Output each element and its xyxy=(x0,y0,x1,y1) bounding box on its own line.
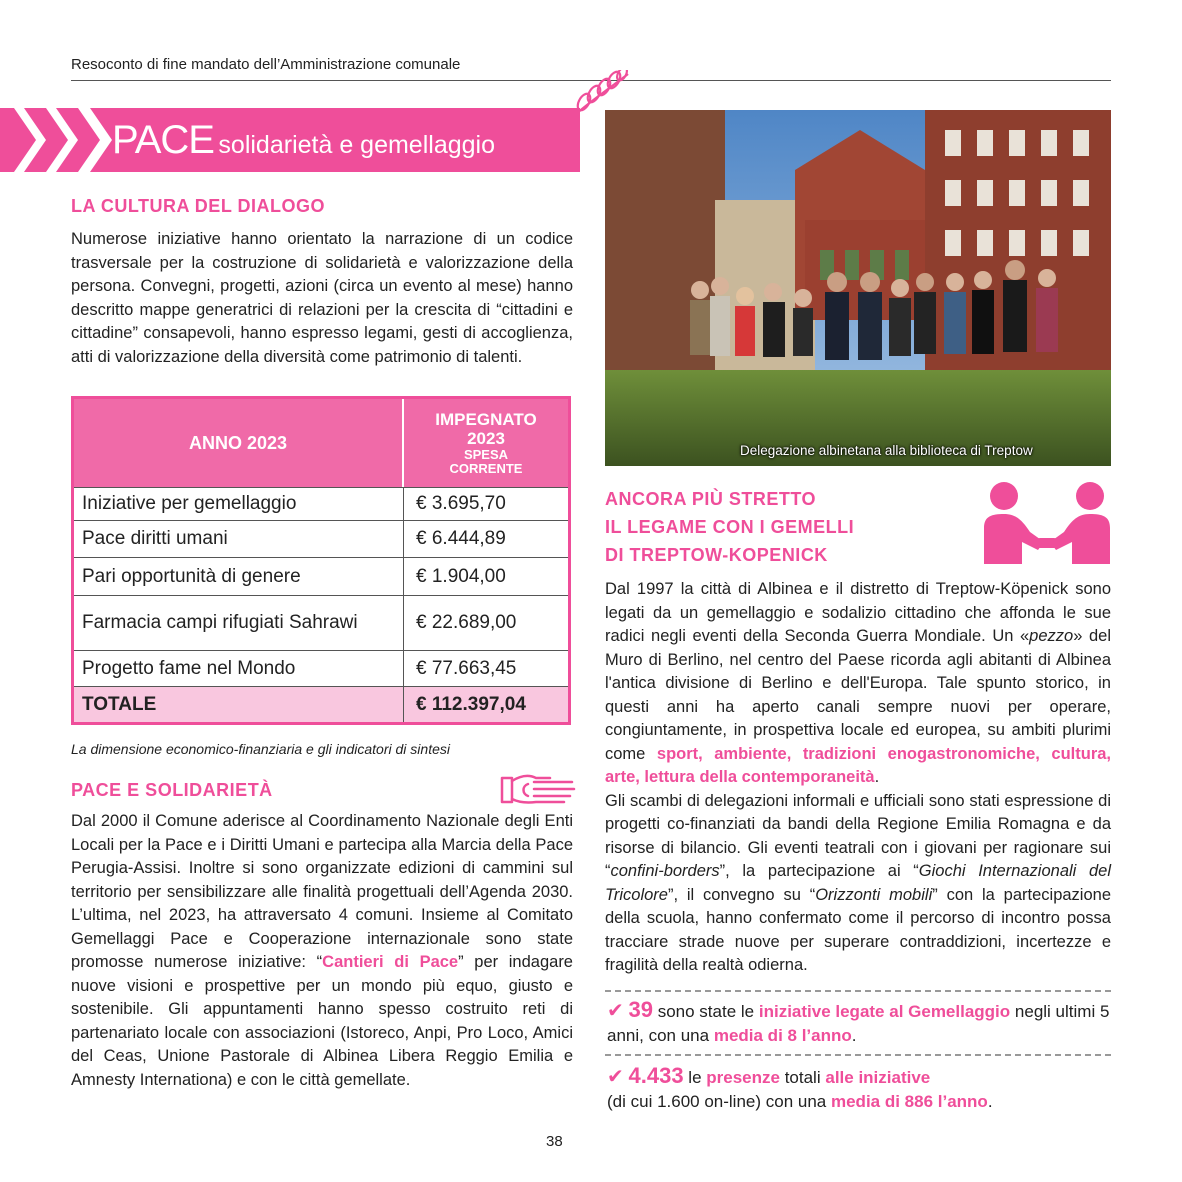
stat-presenze xyxy=(605,1056,1111,1114)
section-paragraph-pace xyxy=(71,810,573,1092)
row-value: € 112.397,04 xyxy=(416,693,526,715)
stat-number: 39 xyxy=(628,997,653,1022)
table-row xyxy=(74,595,568,650)
stats-box xyxy=(605,990,1111,1114)
table-header-year: ANNO 2023 xyxy=(74,399,404,487)
highlight-cantieri: Cantieri di Pace xyxy=(322,953,459,971)
text-italic: Orizzonti mobili xyxy=(815,885,933,904)
section-paragraph-dialogo: Numerose iniziative hanno orientato la narrazione di un codice trasversale per la costruzione di solidarietà e valorizzazione della persona. Convegni, progetti, azioni (circa un evento al mese) hanno descritto mappe generatrici di relazioni per la crescita di “cittadini e cittadine” consapevoli, hanno espresso legami, gesti di accoglienza, atti di valorizzazione della diversità come patrimonio di talenti. xyxy=(71,230,573,366)
text-span: ” con la partecipazione della scuola, hanno confermato come il percorso di incontro possa tracciare strade nuove per superare contraddizioni, incertezze e fragilità della realtà odierna. xyxy=(605,885,1111,974)
checkmark-icon: ✔ xyxy=(607,1066,624,1088)
text-span: totali xyxy=(784,1068,821,1087)
header-line: IMPEGNATO xyxy=(435,410,537,429)
table-header-committed xyxy=(404,399,568,487)
header-line: SPESA xyxy=(463,447,509,462)
row-value: € 77.663,45 xyxy=(416,657,517,679)
people-handshake-icon xyxy=(982,480,1112,564)
row-label: Iniziative per gemellaggio xyxy=(74,488,404,520)
text-span: Dal 1997 la città di Albinea e il distretto di Treptow-Köpenick sono legati da un gemellaggio e sodalizio cittadino che affonda le sue radici negli eventi della Seconda Guerra Mondiale. Un « xyxy=(605,580,1111,645)
stat-highlight: iniziative legate al Gemellaggio xyxy=(758,1002,1011,1021)
table-row-total xyxy=(74,686,568,722)
stat-highlight: media di 8 l’anno xyxy=(713,1026,852,1045)
text-span: » del Muro di Berlino, nel centro del Paese ricorda agli abitanti di Albinea l'antica divisione di Berlino e dell'Europa. Tale spunto storico, in questi anni ha aperto canali sempre nuovi per operare, congiuntamente, in prospettiva locale ed europea, su ambiti plurimi come xyxy=(605,627,1111,763)
text-italic: pezzo xyxy=(1029,627,1074,645)
page-title xyxy=(112,118,495,163)
text-span: le xyxy=(688,1068,702,1087)
highlight-ambiti: sport, ambiente, tradizioni enogastronomiche, cultura, arte, lettura della contemporaneità xyxy=(605,744,1111,786)
heading-line: ANCORA PIÙ STRETTO xyxy=(605,489,817,509)
row-label: Pace diritti umani xyxy=(74,521,404,557)
table-row xyxy=(74,520,568,557)
text-span: (di cui 1.600 on-line) con una xyxy=(607,1092,827,1111)
stat-highlight: media di 886 l’anno xyxy=(830,1092,988,1111)
text-span: ”, il convegno su “ xyxy=(667,885,816,904)
row-label: TOTALE xyxy=(74,687,404,722)
handshake-hand-icon xyxy=(500,768,576,808)
section-paragraph-gemelli xyxy=(605,578,1111,978)
row-value: € 1.904,00 xyxy=(416,565,506,587)
page-title-sub: solidarietà e gemellaggio xyxy=(218,131,495,159)
checkmark-icon: ✔ xyxy=(607,1000,624,1022)
row-label: Progetto fame nel Mondo xyxy=(74,651,404,686)
text-span: ”, la partecipazione ai “ xyxy=(719,862,919,880)
stat-highlight: alle iniziative xyxy=(825,1068,931,1087)
stat-highlight: presenze xyxy=(706,1068,780,1087)
header-line: 2023 xyxy=(467,429,505,448)
text-span: Dal 2000 il Comune aderisce al Coordinamento Nazionale degli Enti Locali per la Pace e i Diritti Umani e partecipa alla Marcia della Pace Perugia-Assisi. Inoltre si sono organizzate edizioni di cammini sul territorio per sensibilizzare alle finalità progettuali dell’Agenda 2030. L’ultima, nel 2023, ha attraversato 4 comuni. Insieme al Comitato Gemellaggi Pace e Cooperazione internazionale sono state promosse numerose iniziative: “ xyxy=(71,812,573,971)
document-header: Resoconto di fine mandato dell’Amministrazione comunale xyxy=(71,56,461,73)
table-header xyxy=(74,399,568,487)
stat-number: 4.433 xyxy=(628,1063,684,1088)
stat-gemellaggio xyxy=(605,992,1111,1054)
row-value: € 6.444,89 xyxy=(416,528,506,549)
text-span: . xyxy=(987,1092,993,1111)
header-line: CORRENTE xyxy=(449,461,523,476)
table-row xyxy=(74,557,568,595)
text-span: sono state le xyxy=(657,1002,755,1021)
heading-line: DI TREPTOW-KOPENICK xyxy=(605,545,828,565)
page-title-main: PACE xyxy=(112,118,214,162)
text-span: . xyxy=(874,768,880,786)
text-italic: confini-borders xyxy=(610,862,720,880)
heading-line: IL LEGAME CON I GEMELLI xyxy=(605,517,855,537)
text-span: negli ultimi 5 anni, con una xyxy=(607,1002,1110,1045)
table-row xyxy=(74,650,568,686)
row-value: € 22.689,00 xyxy=(416,612,517,633)
page-number: 38 xyxy=(546,1133,563,1150)
section-heading-dialogo: LA CULTURA DEL DIALOGO xyxy=(71,196,325,216)
text-italic: Giochi Internazionali del Tricolore xyxy=(605,862,1111,904)
text-span: Gli scambi di delegazioni informali e ufficiali sono stati espressione di progetti co-finanziati da bandi della Regione Emilia Romagna e da risorse di bilancio. Gli eventi teatrali con i giovani per ragionare sui “ xyxy=(605,791,1111,880)
delegation-photo xyxy=(605,110,1111,466)
row-label: Pari opportunità di genere xyxy=(74,558,404,595)
text-span: ” per indagare nuove visioni e prospettive per un mondo più equo, giusto e sostenibile. Gli appuntamenti hanno spesso costruito reti di partenariato locale con associazioni (Istoreco, Anpi, Pro Loco, Amici del Ceas, Unione Pastorale di Albinea Libera Reggio Emilia e Amnesty Internationa) e con le città gemellate. xyxy=(71,953,573,1089)
section-heading-pace: PACE E SOLIDARIETÀ xyxy=(71,780,273,800)
section-heading-gemelli xyxy=(605,485,854,569)
table-row xyxy=(74,487,568,520)
photo-caption: Delegazione albinetana alla biblioteca di Treptow xyxy=(740,443,1033,458)
budget-table xyxy=(71,396,571,725)
row-value: € 3.695,70 xyxy=(416,493,506,514)
row-label: Farmacia campi rifugiati Sahrawi xyxy=(74,596,404,650)
text-span: . xyxy=(851,1026,857,1045)
table-caption: La dimensione economico-finanziaria e gli indicatori di sintesi xyxy=(71,741,450,757)
